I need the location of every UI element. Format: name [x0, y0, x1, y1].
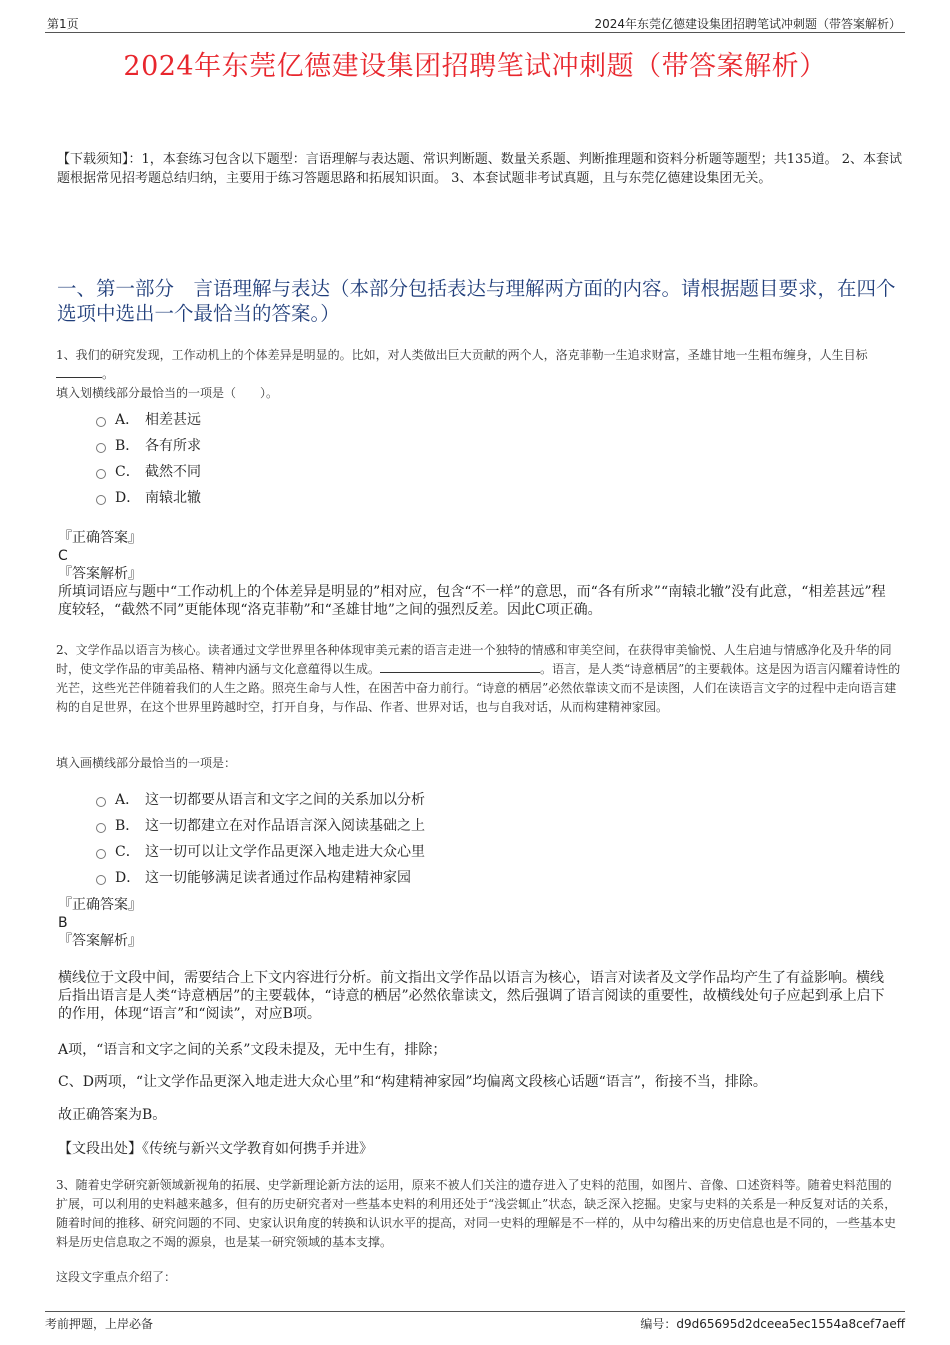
radio-icon[interactable] — [96, 443, 106, 453]
option-d[interactable]: D． 这一切能够满足读者通过作品构建精神家园 — [96, 864, 425, 890]
download-notice: 【下载须知】：1，本套练习包含以下题型：言语理解与表达题、常识判断题、数量关系题、判断推理题和资料分析题等题型；共135道。 2、本套试题根据常见招考题总结归纳，主要用于练习答题思路和拓展知识面。 3、本套试题非考试真题，且与东莞亿德建设集团无关。 — [57, 152, 902, 186]
question-1-prompt: 填入划横线部分最恰当的一项是（ ）。 — [56, 386, 279, 400]
analysis-paragraph-1: 横线位于文段中间，需要结合上下文内容进行分析。前文指出文学作品以语言为核心，语言对读者及文学作品均产生了有益影响。横线后指出语言是人类“诗意栖居”的主要载体，“诗意的栖居”必然依靠读文，然后强调了语言阅读的重要性，故横线处句子应起到承上启下的作用，体现“语言”和“阅读”，对应B项。 — [58, 970, 885, 1022]
analysis-paragraph-4: 故正确答案为B。 — [58, 1107, 167, 1123]
analysis-paragraph-2: A项，“语言和文字之间的关系”文段未提及，无中生有，排除； — [58, 1042, 447, 1058]
answer-blank — [56, 365, 102, 378]
question-2: 2、文学作品以语言为核心。读者通过文学世界里各种体现审美元素的语言走进一个独特的情感和审美空间，在获得审美愉悦、人生启迪与情感净化及升华的同时，使文学作品的审美品格、精神内涵与文化意蕴得以生成。 。语言，是人类“诗意栖居”的主要载体。这是因为语言闪耀着诗性的光芒，这些光芒伴随着我们的人生之路。照亮生命与人性，在困苦中奋力前行。“诗意的栖居”必然依靠读文而不是读图，人们在读语言文字的过程中走向语言建构的自足世界，在这个世界里跨越时空，打开自身，与作品、作者、世界对话，也与自我对话，从而构建精神家园。 — [56, 643, 901, 714]
radio-icon[interactable] — [96, 495, 106, 505]
question-1-answer-block — [58, 529, 894, 619]
source-citation: 【文段出处】《传统与新兴文学教育如何携手并进》 — [58, 1141, 373, 1157]
question-1-options — [96, 406, 201, 510]
question-2-prompt: 填入画横线部分最恰当的一项是： — [56, 756, 237, 770]
answer-blank — [380, 660, 540, 673]
question-3-prompt: 这段文字重点介绍了： — [56, 1270, 177, 1284]
radio-icon[interactable] — [96, 849, 106, 859]
page-number: 第1页 — [47, 17, 79, 31]
code-label: 编号： — [640, 1317, 677, 1331]
option-c[interactable]: C． 截然不同 — [96, 458, 201, 484]
correct-answer: C — [58, 548, 68, 564]
document-title: 2024年东莞亿德建设集团招聘笔试冲刺题（带答案解析） — [123, 51, 827, 82]
page-header — [45, 14, 905, 33]
question-2-text: 2、文学作品以语言为核心。读者通过文学世界里各种体现审美元素的语言走进一个独特的情感和审美空间，在获得审美愉悦、人生启迪与情感净化及升华的同时，使文学作品的审美品格、精神内涵与文化意蕴得以生成。 — [56, 643, 892, 676]
question-2-answer-block — [58, 896, 894, 950]
option-b[interactable]: B． 这一切都建立在对作品语言深入阅读基础之上 — [96, 812, 425, 838]
analysis-paragraph-3: C、D两项，“让文学作品更深入地走进大众心里”和“构建精神家园”均偏离文段核心话题“语言”，衔接不当，排除。 — [58, 1074, 767, 1090]
header-doc-title: 2024年东莞亿德建设集团招聘笔试冲刺题（带答案解析） — [594, 17, 901, 31]
footer-slogan: 考前押题，上岸必备 — [45, 1317, 154, 1331]
option-a[interactable]: A． 这一切都要从语言和文字之间的关系加以分析 — [96, 786, 425, 812]
section-title: 一、第一部分 言语理解与表达（本部分包括表达与理解两方面的内容。请根据题目要求，在四个选项中选出一个最恰当的答案。） — [57, 277, 896, 325]
page-footer — [45, 1311, 905, 1332]
analysis-label: 『答案解析』 — [58, 933, 142, 949]
footer-code — [640, 1315, 905, 1332]
answer-label: 『正确答案』 — [58, 530, 142, 546]
question-2-options — [96, 786, 425, 890]
analysis-text: 所填词语应与题中“工作动机上的个体差异是明显的”相对应，包含“不一样”的意思，而“各有所求”“南辕北辙”没有此意，“相差甚远”程度较轻，“截然不同”更能体现“洛克菲勒”和“圣雄甘地”之间的强烈反差。因此C项正确。 — [58, 584, 886, 618]
option-a[interactable]: A． 相差甚远 — [96, 406, 201, 432]
radio-icon[interactable] — [96, 823, 106, 833]
question-1-text: 1、我们的研究发现，工作动机上的个体差异是明显的。比如，对人类做出巨大贡献的两个人，洛克菲勒一生追求财富，圣雄甘地一生粗布缠身，人生目标 — [56, 348, 868, 362]
option-b[interactable]: B． 各有所求 — [96, 432, 201, 458]
code-value: d9d65695d2dceea5ec1554a8cef7aeff — [676, 1317, 905, 1331]
question-1: 1、我们的研究发现，工作动机上的个体差异是明显的。比如，对人类做出巨大贡献的两个人，洛克菲勒一生追求财富，圣雄甘地一生粗布缠身，人生目标。 填入划横线部分最恰当的一项是（ ）。 — [56, 348, 868, 400]
question-3-text: 3、随着史学研究新领域新视角的拓展、史学新理论新方法的运用，原来不被人们关注的遗存进入了史料的范围，如图片、音像、口述资料等。随着史料范围的扩展，可以利用的史料越来越多，但有的历史研究者对一些基本史料的利用还处于“浅尝辄止”状态，缺乏深入挖掘。史家与史料的关系是一种反复对话的关系，随着时间的推移、研究问题的不同、史家认识角度的转换和认识水平的提高，对同一史料的理解是不一样的，从中勾稽出来的历史信息也是不同的，一些基本史料是历史信息取之不竭的源泉，也是某一研究领域的基本支撑。 — [56, 1178, 897, 1249]
radio-icon[interactable] — [96, 417, 106, 427]
option-d[interactable]: D． 南辕北辙 — [96, 484, 201, 510]
radio-icon[interactable] — [96, 469, 106, 479]
correct-answer: B — [58, 915, 68, 931]
option-c[interactable]: C． 这一切可以让文学作品更深入地走进大众心里 — [96, 838, 425, 864]
answer-label: 『正确答案』 — [58, 897, 142, 913]
radio-icon[interactable] — [96, 875, 106, 885]
radio-icon[interactable] — [96, 797, 106, 807]
analysis-label: 『答案解析』 — [58, 566, 142, 582]
